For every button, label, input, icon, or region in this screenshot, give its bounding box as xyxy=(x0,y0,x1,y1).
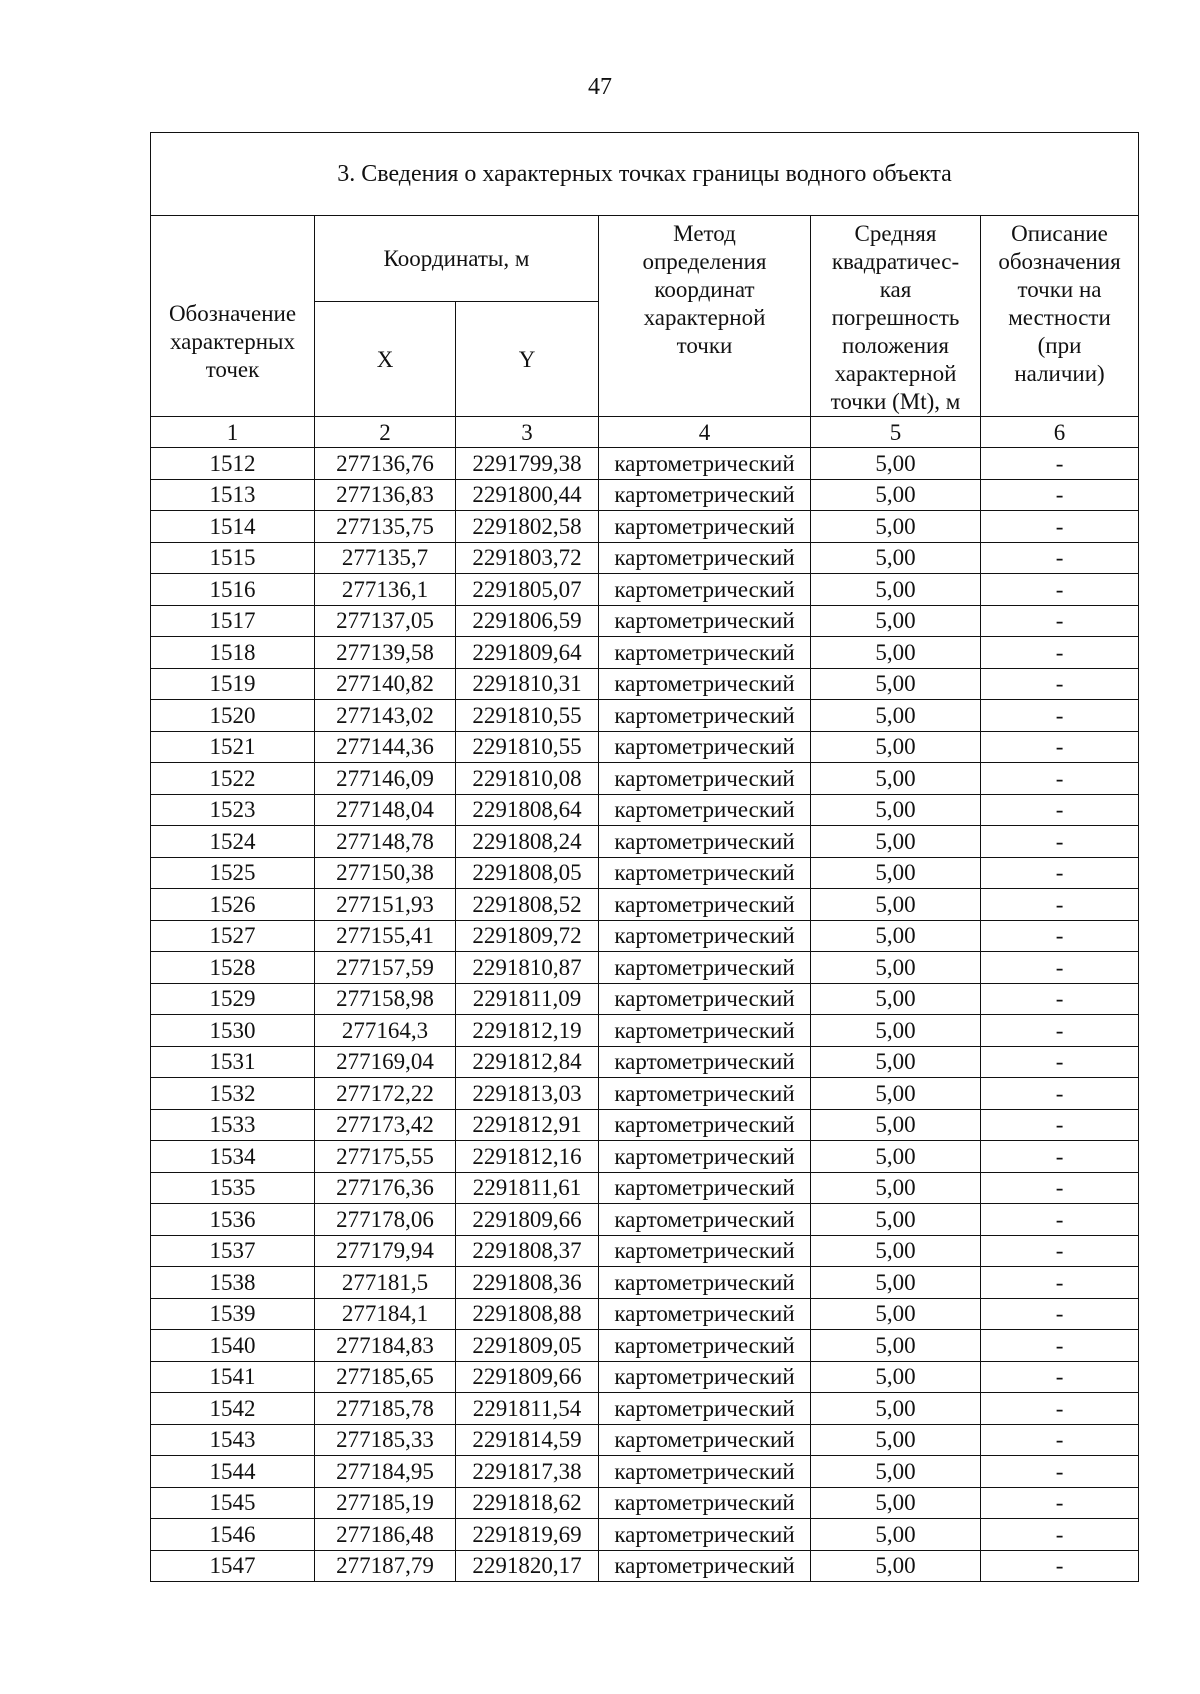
cell-rmse: 5,00 xyxy=(811,983,981,1015)
header-point-line: точек xyxy=(205,357,260,382)
cell-rmse: 5,00 xyxy=(811,605,981,637)
header-point-line: характерных xyxy=(169,329,295,354)
cell-method: картометрический xyxy=(599,700,811,732)
cell-point-id: 1528 xyxy=(151,952,315,984)
cell-description: - xyxy=(981,889,1139,921)
cell-method: картометрический xyxy=(599,1393,811,1425)
cell-point-id: 1546 xyxy=(151,1519,315,1551)
cell-point-id: 1536 xyxy=(151,1204,315,1236)
cell-rmse: 5,00 xyxy=(811,1393,981,1425)
cell-x: 277186,48 xyxy=(315,1519,456,1551)
cell-rmse: 5,00 xyxy=(811,1141,981,1173)
cell-method: картометрический xyxy=(599,731,811,763)
cell-x: 277148,04 xyxy=(315,794,456,826)
cell-rmse: 5,00 xyxy=(811,479,981,511)
cell-method: картометрический xyxy=(599,920,811,952)
header-x: X xyxy=(315,302,456,417)
table-row xyxy=(151,511,1139,543)
cell-rmse: 5,00 xyxy=(811,1015,981,1047)
cell-y: 2291814,59 xyxy=(456,1424,599,1456)
cell-description: - xyxy=(981,763,1139,795)
cell-method: картометрический xyxy=(599,1235,811,1267)
cell-description: - xyxy=(981,794,1139,826)
section-title: 3. Сведения о характерных точках границы водного объекта xyxy=(151,133,1139,216)
cell-point-id: 1530 xyxy=(151,1015,315,1047)
cell-point-id: 1518 xyxy=(151,637,315,669)
header-rmse-line: характерной xyxy=(834,361,957,386)
table-row xyxy=(151,1015,1139,1047)
cell-method: картометрический xyxy=(599,605,811,637)
cell-rmse: 5,00 xyxy=(811,1361,981,1393)
cell-x: 277184,83 xyxy=(315,1330,456,1362)
cell-point-id: 1537 xyxy=(151,1235,315,1267)
cell-y: 2291820,17 xyxy=(456,1550,599,1582)
cell-y: 2291810,31 xyxy=(456,668,599,700)
table-row xyxy=(151,1550,1139,1582)
cell-method: картометрический xyxy=(599,1456,811,1488)
cell-description: - xyxy=(981,668,1139,700)
cell-point-id: 1521 xyxy=(151,731,315,763)
cell-x: 277169,04 xyxy=(315,1046,456,1078)
cell-y: 2291808,88 xyxy=(456,1298,599,1330)
cell-method: картометрический xyxy=(599,1046,811,1078)
cell-y: 2291812,84 xyxy=(456,1046,599,1078)
cell-y: 2291806,59 xyxy=(456,605,599,637)
cell-description: - xyxy=(981,1109,1139,1141)
cell-y: 2291800,44 xyxy=(456,479,599,511)
cell-y: 2291808,05 xyxy=(456,857,599,889)
cell-y: 2291808,64 xyxy=(456,794,599,826)
cell-description: - xyxy=(981,1487,1139,1519)
cell-method: картометрический xyxy=(599,794,811,826)
cell-point-id: 1543 xyxy=(151,1424,315,1456)
cell-x: 277176,36 xyxy=(315,1172,456,1204)
column-number: 5 xyxy=(811,417,981,448)
cell-point-id: 1527 xyxy=(151,920,315,952)
cell-x: 277172,22 xyxy=(315,1078,456,1110)
page-number: 47 xyxy=(588,74,612,100)
header-rmse xyxy=(811,216,981,417)
cell-y: 2291810,55 xyxy=(456,700,599,732)
cell-description: - xyxy=(981,542,1139,574)
cell-point-id: 1540 xyxy=(151,1330,315,1362)
cell-y: 2291812,16 xyxy=(456,1141,599,1173)
cell-description: - xyxy=(981,1424,1139,1456)
cell-rmse: 5,00 xyxy=(811,763,981,795)
cell-point-id: 1512 xyxy=(151,448,315,480)
cell-rmse: 5,00 xyxy=(811,511,981,543)
header-method-line: определения xyxy=(642,249,767,274)
cell-description: - xyxy=(981,920,1139,952)
header-point-line: Обозначение xyxy=(168,301,297,326)
cell-y: 2291802,58 xyxy=(456,511,599,543)
column-number: 2 xyxy=(315,417,456,448)
cell-point-id: 1531 xyxy=(151,1046,315,1078)
cell-y: 2291799,38 xyxy=(456,448,599,480)
cell-description: - xyxy=(981,511,1139,543)
cell-y: 2291809,05 xyxy=(456,1330,599,1362)
cell-method: картометрический xyxy=(599,448,811,480)
cell-description: - xyxy=(981,1330,1139,1362)
table-row xyxy=(151,1109,1139,1141)
cell-point-id: 1532 xyxy=(151,1078,315,1110)
table-row xyxy=(151,763,1139,795)
cell-description: - xyxy=(981,1456,1139,1488)
cell-x: 277136,76 xyxy=(315,448,456,480)
cell-point-id: 1514 xyxy=(151,511,315,543)
cell-rmse: 5,00 xyxy=(811,1298,981,1330)
cell-x: 277135,75 xyxy=(315,511,456,543)
header-row-1 xyxy=(151,216,1139,302)
cell-rmse: 5,00 xyxy=(811,1456,981,1488)
cell-description: - xyxy=(981,1361,1139,1393)
table-row xyxy=(151,700,1139,732)
cell-point-id: 1541 xyxy=(151,1361,315,1393)
cell-x: 277136,1 xyxy=(315,574,456,606)
cell-description: - xyxy=(981,605,1139,637)
header-rmse-line: точки (Mt), м xyxy=(830,389,961,414)
cell-method: картометрический xyxy=(599,542,811,574)
cell-description: - xyxy=(981,1078,1139,1110)
header-y: Y xyxy=(456,302,599,417)
cell-rmse: 5,00 xyxy=(811,1424,981,1456)
cell-x: 277185,33 xyxy=(315,1424,456,1456)
cell-x: 277139,58 xyxy=(315,637,456,669)
cell-rmse: 5,00 xyxy=(811,826,981,858)
cell-rmse: 5,00 xyxy=(811,1330,981,1362)
cell-method: картометрический xyxy=(599,1078,811,1110)
cell-y: 2291811,54 xyxy=(456,1393,599,1425)
cell-x: 277175,55 xyxy=(315,1141,456,1173)
table-row xyxy=(151,448,1139,480)
cell-method: картометрический xyxy=(599,637,811,669)
header-method xyxy=(599,216,811,417)
cell-rmse: 5,00 xyxy=(811,920,981,952)
table-row xyxy=(151,1330,1139,1362)
cell-description: - xyxy=(981,1298,1139,1330)
cell-description: - xyxy=(981,731,1139,763)
table-row xyxy=(151,1393,1139,1425)
cell-point-id: 1519 xyxy=(151,668,315,700)
cell-method: картометрический xyxy=(599,826,811,858)
table-row xyxy=(151,983,1139,1015)
table-row xyxy=(151,1267,1139,1299)
cell-x: 277136,83 xyxy=(315,479,456,511)
cell-x: 277140,82 xyxy=(315,668,456,700)
cell-rmse: 5,00 xyxy=(811,1267,981,1299)
boundary-points-table xyxy=(150,132,1139,1582)
header-method-line: координат xyxy=(654,277,755,302)
cell-point-id: 1538 xyxy=(151,1267,315,1299)
table-row xyxy=(151,794,1139,826)
cell-y: 2291808,52 xyxy=(456,889,599,921)
table-row xyxy=(151,637,1139,669)
cell-point-id: 1515 xyxy=(151,542,315,574)
cell-description: - xyxy=(981,1141,1139,1173)
cell-point-id: 1547 xyxy=(151,1550,315,1582)
cell-method: картометрический xyxy=(599,983,811,1015)
cell-method: картометрический xyxy=(599,1550,811,1582)
cell-rmse: 5,00 xyxy=(811,1550,981,1582)
cell-description: - xyxy=(981,1550,1139,1582)
cell-x: 277144,36 xyxy=(315,731,456,763)
cell-description: - xyxy=(981,1015,1139,1047)
cell-y: 2291813,03 xyxy=(456,1078,599,1110)
cell-x: 277173,42 xyxy=(315,1109,456,1141)
cell-y: 2291811,61 xyxy=(456,1172,599,1204)
cell-method: картометрический xyxy=(599,1361,811,1393)
cell-rmse: 5,00 xyxy=(811,542,981,574)
table-row xyxy=(151,574,1139,606)
cell-x: 277179,94 xyxy=(315,1235,456,1267)
header-description xyxy=(981,216,1139,417)
cell-y: 2291809,66 xyxy=(456,1361,599,1393)
cell-y: 2291817,38 xyxy=(456,1456,599,1488)
table-row xyxy=(151,1361,1139,1393)
cell-description: - xyxy=(981,1393,1139,1425)
table-row xyxy=(151,1456,1139,1488)
table-row xyxy=(151,952,1139,984)
cell-method: картометрический xyxy=(599,1519,811,1551)
cell-y: 2291803,72 xyxy=(456,542,599,574)
cell-description: - xyxy=(981,983,1139,1015)
cell-method: картометрический xyxy=(599,952,811,984)
column-number-row xyxy=(151,417,1139,448)
header-description-line: Описание xyxy=(1011,221,1108,246)
cell-y: 2291808,36 xyxy=(456,1267,599,1299)
table-row xyxy=(151,857,1139,889)
cell-x: 277185,78 xyxy=(315,1393,456,1425)
cell-x: 277185,19 xyxy=(315,1487,456,1519)
table-row xyxy=(151,1298,1139,1330)
cell-description: - xyxy=(981,1267,1139,1299)
cell-point-id: 1522 xyxy=(151,763,315,795)
cell-point-id: 1526 xyxy=(151,889,315,921)
cell-rmse: 5,00 xyxy=(811,1109,981,1141)
table-row xyxy=(151,889,1139,921)
cell-rmse: 5,00 xyxy=(811,574,981,606)
cell-point-id: 1533 xyxy=(151,1109,315,1141)
cell-description: - xyxy=(981,952,1139,984)
cell-x: 277184,1 xyxy=(315,1298,456,1330)
table-row xyxy=(151,1046,1139,1078)
header-description-line: местности xyxy=(1008,305,1111,330)
cell-rmse: 5,00 xyxy=(811,700,981,732)
cell-rmse: 5,00 xyxy=(811,1204,981,1236)
header-description-line: (при xyxy=(1037,333,1082,358)
cell-method: картометрический xyxy=(599,1424,811,1456)
cell-rmse: 5,00 xyxy=(811,857,981,889)
cell-x: 277143,02 xyxy=(315,700,456,732)
table-row xyxy=(151,826,1139,858)
cell-method: картометрический xyxy=(599,1141,811,1173)
header-description-line: обозначения xyxy=(998,249,1121,274)
cell-point-id: 1535 xyxy=(151,1172,315,1204)
cell-description: - xyxy=(981,826,1139,858)
cell-point-id: 1542 xyxy=(151,1393,315,1425)
cell-rmse: 5,00 xyxy=(811,889,981,921)
cell-x: 277158,98 xyxy=(315,983,456,1015)
cell-x: 277150,38 xyxy=(315,857,456,889)
cell-point-id: 1525 xyxy=(151,857,315,889)
cell-method: картометрический xyxy=(599,1487,811,1519)
cell-rmse: 5,00 xyxy=(811,668,981,700)
cell-rmse: 5,00 xyxy=(811,1172,981,1204)
cell-y: 2291808,37 xyxy=(456,1235,599,1267)
cell-point-id: 1517 xyxy=(151,605,315,637)
cell-y: 2291812,19 xyxy=(456,1015,599,1047)
cell-description: - xyxy=(981,1172,1139,1204)
cell-method: картометрический xyxy=(599,1172,811,1204)
cell-method: картометрический xyxy=(599,763,811,795)
cell-rmse: 5,00 xyxy=(811,731,981,763)
cell-rmse: 5,00 xyxy=(811,637,981,669)
cell-x: 277178,06 xyxy=(315,1204,456,1236)
header-description-line: точки на xyxy=(1017,277,1102,302)
cell-method: картометрический xyxy=(599,1015,811,1047)
header-rmse-line: положения xyxy=(842,333,949,358)
table-row xyxy=(151,542,1139,574)
cell-y: 2291809,72 xyxy=(456,920,599,952)
cell-point-id: 1516 xyxy=(151,574,315,606)
table-row xyxy=(151,605,1139,637)
cell-rmse: 5,00 xyxy=(811,1046,981,1078)
header-method-line: характерной xyxy=(643,305,766,330)
table-row xyxy=(151,1487,1139,1519)
cell-method: картометрический xyxy=(599,1109,811,1141)
cell-description: - xyxy=(981,479,1139,511)
header-description-line: наличии) xyxy=(1014,361,1105,386)
table-row xyxy=(151,479,1139,511)
cell-method: картометрический xyxy=(599,668,811,700)
cell-x: 277185,65 xyxy=(315,1361,456,1393)
cell-method: картометрический xyxy=(599,1267,811,1299)
cell-x: 277146,09 xyxy=(315,763,456,795)
table-row xyxy=(151,1204,1139,1236)
table-row xyxy=(151,1141,1139,1173)
header-rmse-line: погрешность xyxy=(831,305,960,330)
title-row xyxy=(151,133,1139,216)
cell-description: - xyxy=(981,448,1139,480)
column-number: 4 xyxy=(599,417,811,448)
cell-method: картометрический xyxy=(599,889,811,921)
cell-method: картометрический xyxy=(599,574,811,606)
cell-description: - xyxy=(981,1204,1139,1236)
cell-x: 277155,41 xyxy=(315,920,456,952)
cell-description: - xyxy=(981,1046,1139,1078)
cell-description: - xyxy=(981,574,1139,606)
cell-y: 2291810,87 xyxy=(456,952,599,984)
header-method-line: точки xyxy=(676,333,733,358)
header-coordinates: Координаты, м xyxy=(315,216,599,302)
cell-y: 2291810,55 xyxy=(456,731,599,763)
cell-x: 277187,79 xyxy=(315,1550,456,1582)
cell-method: картометрический xyxy=(599,857,811,889)
cell-point-id: 1524 xyxy=(151,826,315,858)
cell-description: - xyxy=(981,700,1139,732)
table-row xyxy=(151,920,1139,952)
header-method-line: Метод xyxy=(673,221,736,246)
cell-description: - xyxy=(981,857,1139,889)
cell-x: 277137,05 xyxy=(315,605,456,637)
cell-x: 277135,7 xyxy=(315,542,456,574)
cell-x: 277181,5 xyxy=(315,1267,456,1299)
cell-y: 2291811,09 xyxy=(456,983,599,1015)
cell-method: картометрический xyxy=(599,1298,811,1330)
cell-point-id: 1513 xyxy=(151,479,315,511)
cell-y: 2291818,62 xyxy=(456,1487,599,1519)
table-row xyxy=(151,1519,1139,1551)
cell-rmse: 5,00 xyxy=(811,1078,981,1110)
cell-rmse: 5,00 xyxy=(811,794,981,826)
cell-method: картометрический xyxy=(599,511,811,543)
cell-y: 2291808,24 xyxy=(456,826,599,858)
cell-description: - xyxy=(981,1235,1139,1267)
cell-point-id: 1534 xyxy=(151,1141,315,1173)
cell-method: картометрический xyxy=(599,479,811,511)
cell-point-id: 1523 xyxy=(151,794,315,826)
cell-y: 2291812,91 xyxy=(456,1109,599,1141)
cell-point-id: 1544 xyxy=(151,1456,315,1488)
header-rmse-line: квадратичес- xyxy=(831,249,960,274)
cell-point-id: 1545 xyxy=(151,1487,315,1519)
cell-description: - xyxy=(981,637,1139,669)
cell-x: 277157,59 xyxy=(315,952,456,984)
table-row xyxy=(151,1235,1139,1267)
column-number: 1 xyxy=(151,417,315,448)
cell-rmse: 5,00 xyxy=(811,1487,981,1519)
cell-y: 2291819,69 xyxy=(456,1519,599,1551)
cell-method: картометрический xyxy=(599,1330,811,1362)
cell-y: 2291809,66 xyxy=(456,1204,599,1236)
cell-y: 2291805,07 xyxy=(456,574,599,606)
table-row xyxy=(151,1172,1139,1204)
cell-y: 2291810,08 xyxy=(456,763,599,795)
cell-x: 277184,95 xyxy=(315,1456,456,1488)
cell-x: 277148,78 xyxy=(315,826,456,858)
header-rmse-line: кая xyxy=(879,277,912,302)
header-rmse-line: Средняя xyxy=(854,221,937,246)
cell-x: 277151,93 xyxy=(315,889,456,921)
cell-rmse: 5,00 xyxy=(811,1519,981,1551)
cell-x: 277164,3 xyxy=(315,1015,456,1047)
cell-method: картометрический xyxy=(599,1204,811,1236)
cell-rmse: 5,00 xyxy=(811,448,981,480)
table-row xyxy=(151,668,1139,700)
cell-point-id: 1539 xyxy=(151,1298,315,1330)
table-row xyxy=(151,731,1139,763)
cell-point-id: 1529 xyxy=(151,983,315,1015)
cell-y: 2291809,64 xyxy=(456,637,599,669)
table-row xyxy=(151,1078,1139,1110)
cell-description: - xyxy=(981,1519,1139,1551)
table-row xyxy=(151,1424,1139,1456)
column-number: 6 xyxy=(981,417,1139,448)
cell-rmse: 5,00 xyxy=(811,1235,981,1267)
cell-point-id: 1520 xyxy=(151,700,315,732)
column-number: 3 xyxy=(456,417,599,448)
table-body xyxy=(151,133,1139,1582)
header-point-designation xyxy=(151,216,315,417)
cell-rmse: 5,00 xyxy=(811,952,981,984)
